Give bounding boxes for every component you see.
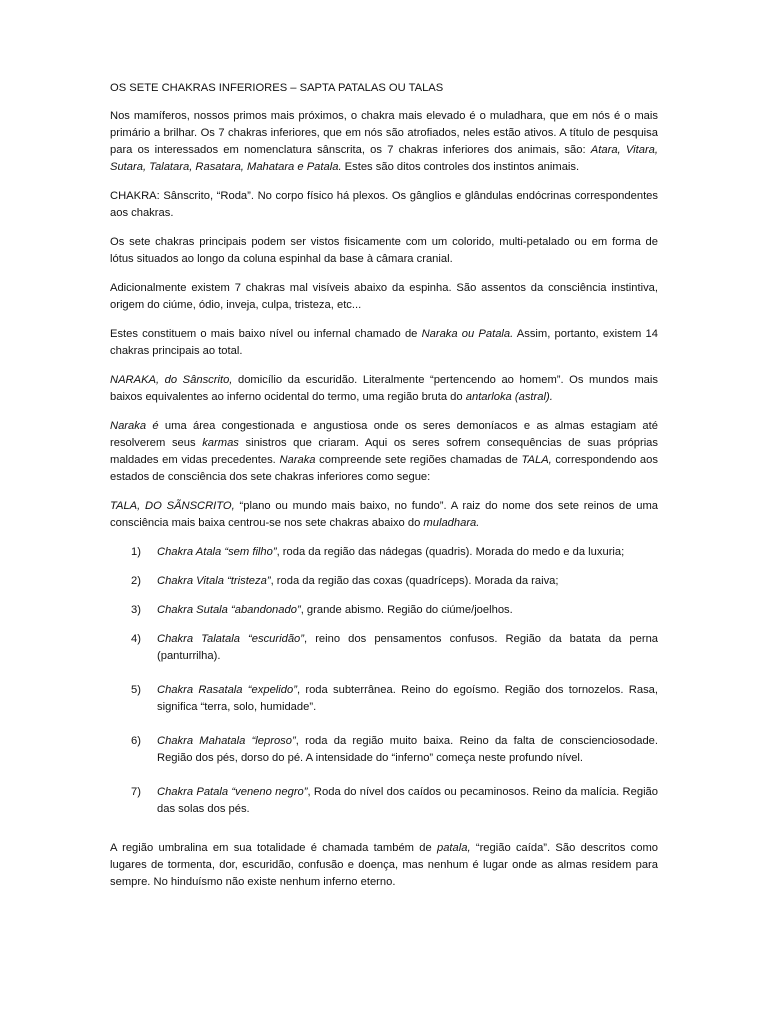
list-item [110, 544, 658, 561]
paragraph-naraka-definition [110, 372, 658, 406]
list-item [110, 784, 658, 818]
paragraph-tala-definition [110, 498, 658, 532]
list-item [110, 682, 658, 716]
text-run: domicílio da escuridão. Literalmente “pertencendo ao homem”. Os mundos mais baixos equivalentes ao inferno ocidental do termo, uma região bruta do [110, 374, 658, 403]
list-number: 3) [131, 604, 141, 616]
text-run-italic: patala, [436, 842, 471, 854]
text-run: correspondendo aos estados de consciência dos sete chakras inferiores como segue: [110, 454, 658, 483]
text-run: , roda da região das coxas (quadríceps). Morada da raiva; [270, 575, 559, 587]
text-run: compreende sete regiões chamadas de [315, 454, 522, 466]
text-run: , roda da região muito baixa. Reino da falta de conscienciosodade. Região dos pés, dorso do pé. A intensidade do “inferno” começa neste profundo nível. [157, 735, 658, 764]
list-item [110, 573, 658, 590]
text-run: , roda subterrânea. Reino do egoísmo. Região dos tornozelos. Rasa, significa “terra, solo, humidade”. [157, 684, 659, 713]
text-run-italic: Atara, Vitara, Sutara, Talatara, Rasatara, Mahatara e Patala. [110, 144, 658, 173]
list-number: 5) [131, 684, 141, 696]
text-run-italic: antarloka (astral). [465, 391, 553, 403]
text-run-italic: NARAKA, do Sânscrito, [110, 374, 233, 386]
list-item-text [157, 682, 658, 716]
text-run: A região umbralina em sua totalidade é chamada também de [110, 842, 437, 854]
list-item-text [157, 544, 658, 561]
text-run: uma área congestionada e angustiosa onde os seres demoníacos e as almas estagiam até resolverem seus [110, 420, 658, 449]
text-run-italic: Naraka é [110, 420, 159, 432]
list-number: 7) [131, 786, 141, 798]
text-run: “região caída”. São descritos como lugares de tormenta, dor, escuridão, confusão e doença, mas nenhum é lugar onde as almas residem para sempre. No hinduísmo não existe nenhum inferno eterno. [110, 842, 658, 888]
text-run-italic: karmas [202, 437, 239, 449]
text-run: , roda da região das nádegas (quadris). Morada do medo e da luxuria; [276, 546, 625, 558]
text-run: Assim, portanto, existem 14 chakras principais ao total. [110, 328, 658, 357]
text-run-italic: Chakra Mahatala “leproso” [157, 735, 296, 747]
text-run: sinistros que criaram. Aqui os seres sofrem consequências de suas próprias maldades em vidas precedentes. [110, 437, 658, 466]
text-run: , reino dos pensamentos confusos. Região da batata da perna (panturrilha). [157, 633, 659, 662]
chakra-list [110, 544, 658, 818]
text-run-italic: Chakra Vitala “tristeza” [157, 575, 271, 587]
text-run-italic: Naraka ou Patala. [421, 328, 514, 340]
list-item-text [157, 733, 658, 767]
text-run: “plano ou mundo mais baixo, no fundo”. A raiz do nome dos sete reinos de uma consciência mais baixa centrou-se nos sete chakras abaixo do [110, 500, 658, 529]
list-item-text [157, 602, 658, 619]
text-run-italic: Chakra Talatala “escuridão” [157, 633, 304, 645]
document-page [110, 80, 658, 903]
paragraph-naraka-description [110, 418, 658, 486]
text-run-italic: Chakra Patala “veneno negro” [157, 786, 308, 798]
paragraph-main-chakras: Os sete chakras principais podem ser vistos fisicamente com um colorido, multi-petalado ou em forma de lótus situados ao longo da coluna espinhal da base à câmara cranial. [110, 236, 658, 265]
text-run-italic: Chakra Rasatala “expelido” [157, 684, 297, 696]
text-run: Estes constituem o mais baixo nível ou infernal chamado de [110, 328, 422, 340]
list-item [110, 631, 658, 665]
list-item-text [157, 631, 658, 665]
list-number: 2) [131, 575, 141, 587]
paragraph-chakra-definition: CHAKRA: Sânscrito, “Roda”. No corpo físico há plexos. Os gânglios e glândulas endócrinas correspondentes aos chakras. [110, 190, 658, 219]
list-item-text [157, 573, 658, 590]
text-run-italic: muladhara. [423, 517, 480, 529]
text-run-italic: TALA, [521, 454, 552, 466]
text-run: , grande abismo. Região do ciúme/joelhos. [300, 604, 513, 616]
text-run: , Roda do nível dos caídos ou pecaminosos. Reino da malícia. Região das solas dos pés. [157, 786, 658, 815]
paragraph-mammals [110, 108, 658, 176]
list-item-text [157, 784, 658, 818]
paragraph-closing [110, 840, 658, 891]
document-title: OS SETE CHAKRAS INFERIORES – SAPTA PATALAS OU TALAS [110, 82, 444, 94]
text-run: Estes são ditos controles dos instintos animais. [341, 161, 580, 173]
paragraph-naraka-patala [110, 326, 658, 360]
text-run-italic: Chakra Atala “sem filho” [157, 546, 277, 558]
list-number: 1) [131, 546, 141, 558]
list-item [110, 733, 658, 767]
paragraph-additional-chakras: Adicionalmente existem 7 chakras mal visíveis abaixo da espinha. São assentos da consciência instintiva, origem do ciúme, ódio, inveja, culpa, tristeza, etc... [110, 282, 658, 311]
list-number: 6) [131, 735, 141, 747]
text-run: Nos mamíferos, nossos primos mais próximos, o chakra mais elevado é o muladhara, que em nós é o mais primário a brilhar. Os 7 chakras inferiores, que em nós são atrofiados, neles estão ativos. A título de pesquisa para os interessados em nomenclatura sânscrita, os 7 chakras inferiores dos animais, são: [110, 110, 658, 156]
text-run-italic: Naraka [279, 454, 316, 466]
list-item [110, 602, 658, 619]
text-run-italic: Chakra Sutala “abandonado” [157, 604, 301, 616]
list-number: 4) [131, 633, 141, 645]
text-run-italic: TALA, DO SÃNSCRITO, [110, 500, 235, 512]
